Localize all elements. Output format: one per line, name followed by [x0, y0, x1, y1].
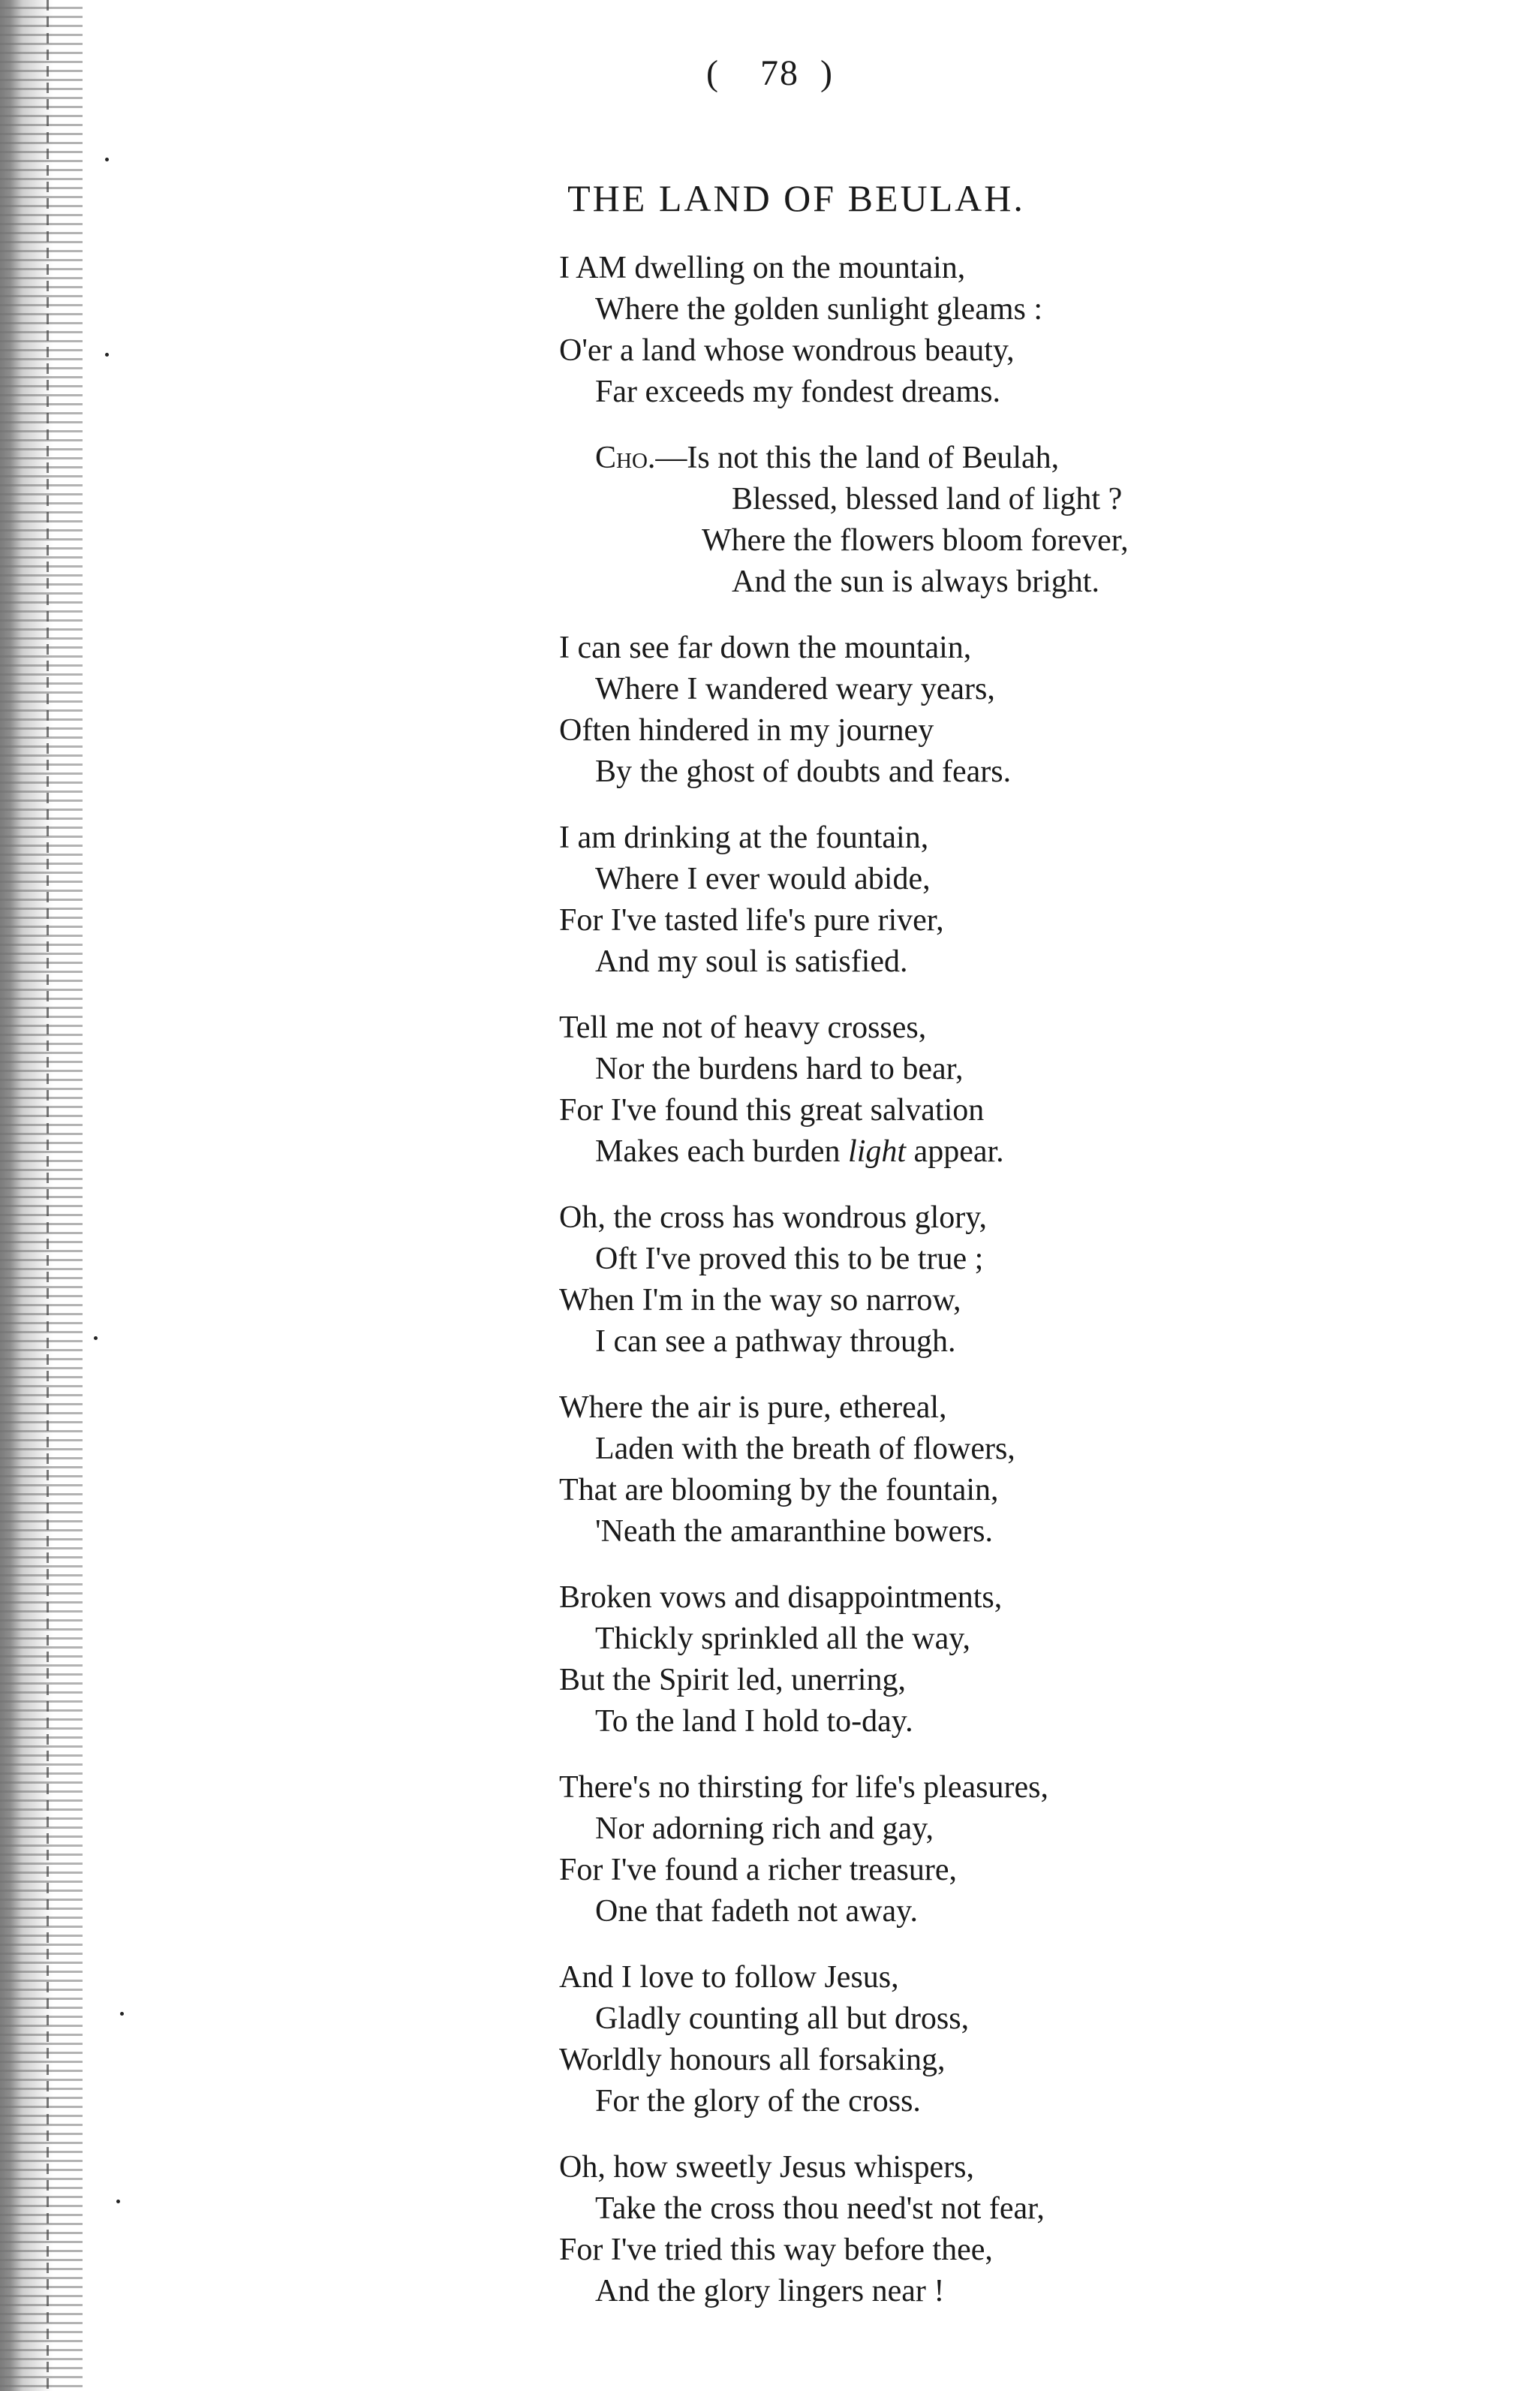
- stanza-1: [559, 248, 1535, 413]
- poem-line: And the glory lingers near !: [595, 2274, 945, 2308]
- poem-line: Laden with the breath of flowers,: [595, 1432, 1015, 1466]
- poem-line: When I'm in the way so narrow,: [559, 1283, 961, 1317]
- italic-word: light: [848, 1134, 907, 1169]
- stanza-3: [559, 818, 1535, 983]
- poem-line: Where I ever would abide,: [595, 862, 931, 896]
- stanza-6: [559, 1387, 1535, 1552]
- stanza-7: [559, 1577, 1535, 1742]
- poem-line: Tell me not of heavy crosses,: [559, 1010, 927, 1045]
- poem-line: I can see a pathway through.: [595, 1324, 956, 1359]
- poem-line: Far exceeds my fondest dreams.: [595, 375, 1000, 409]
- poem-line: Oft I've proved this to be true ;: [595, 1242, 984, 1276]
- poem-line: [559, 1131, 1535, 1173]
- poem-line: Take the cross thou need'st not fear,: [595, 2191, 1045, 2226]
- poem-line: Thickly sprinkled all the way,: [595, 1622, 970, 1656]
- poem-title: THE LAND OF BEULAH.: [567, 177, 1025, 219]
- binding-stitch-line: [47, 0, 49, 2391]
- chorus-line: And the sun is always bright.: [732, 565, 1099, 599]
- chorus-label: Cho.: [595, 441, 656, 475]
- page-number-value: 78: [760, 53, 799, 93]
- poem-line: And I love to follow Jesus,: [559, 1960, 899, 1995]
- poem-line: By the ghost of doubts and fears.: [595, 754, 1012, 789]
- poem-line: For I've tried this way before thee,: [559, 2233, 993, 2267]
- poem-line: To the land I hold to-day.: [595, 1704, 913, 1739]
- poem-line: For I've tasted life's pure river,: [559, 903, 944, 938]
- ink-speck: [116, 2200, 120, 2203]
- poem-line: There's no thirsting for life's pleasures,: [559, 1770, 1048, 1805]
- poem-line: Worldly honours all forsaking,: [559, 2043, 946, 2077]
- chorus-line: [559, 438, 1535, 479]
- poem-line: Broken vows and disappointments,: [559, 1580, 1003, 1615]
- poem-line: One that fadeth not away.: [595, 1894, 918, 1929]
- poem-line: Gladly counting all but dross,: [595, 2001, 970, 2036]
- ink-speck: [120, 2012, 124, 2016]
- poem-line: Where the golden sunlight gleams :: [595, 292, 1043, 327]
- stanza-10: [559, 2147, 1535, 2312]
- ink-speck: [105, 158, 109, 161]
- poem-body: [559, 248, 1535, 2337]
- poem-line: Nor adorning rich and gay,: [595, 1811, 934, 1846]
- poem-line: For the glory of the cross.: [595, 2084, 921, 2118]
- poem-line: 'Neath the amaranthine bowers.: [595, 1514, 994, 1549]
- poem-line: But the Spirit led, unerring,: [559, 1663, 906, 1697]
- poem-line: I can see far down the mountain,: [559, 631, 972, 665]
- poem-line: Where the air is pure, ethereal,: [559, 1390, 947, 1425]
- poem-line: Often hindered in my journey: [559, 713, 934, 748]
- line-part: appear.: [906, 1134, 1004, 1169]
- page-number: ( 78 ): [706, 53, 834, 93]
- ink-speck: [94, 1336, 98, 1340]
- chorus-line: Where the flowers bloom forever,: [702, 523, 1129, 558]
- poem-line: Oh, the cross has wondrous glory,: [559, 1200, 988, 1235]
- binding-edge: [0, 0, 83, 2391]
- chorus: [559, 438, 1535, 603]
- poem-line: Nor the burdens hard to bear,: [595, 1052, 964, 1086]
- stanza-9: [559, 1957, 1535, 2122]
- line-part: Makes each burden: [595, 1134, 849, 1169]
- stanza-2: [559, 628, 1535, 793]
- poem-line: Oh, how sweetly Jesus whispers,: [559, 2150, 974, 2185]
- poem-line: Where I wandered weary years,: [595, 672, 995, 706]
- chorus-line-text: —Is not this the land of Beulah,: [655, 441, 1060, 475]
- chorus-line: Blessed, blessed land of light ?: [732, 482, 1123, 516]
- stanza-4: [559, 1007, 1535, 1173]
- poem-line: O'er a land whose wondrous beauty,: [559, 333, 1015, 368]
- stanza-8: [559, 1767, 1535, 1932]
- poem-line: I am drinking at the fountain,: [559, 821, 929, 855]
- poem-line: For I've found a richer treasure,: [559, 1853, 958, 1887]
- poem-line: I AM dwelling on the mountain,: [559, 251, 966, 285]
- poem-line: That are blooming by the fountain,: [559, 1473, 999, 1507]
- stanza-5: [559, 1197, 1535, 1363]
- poem-line: And my soul is satisfied.: [595, 944, 908, 979]
- poem-line: For I've found this great salvation: [559, 1093, 985, 1128]
- ink-speck: [105, 353, 109, 357]
